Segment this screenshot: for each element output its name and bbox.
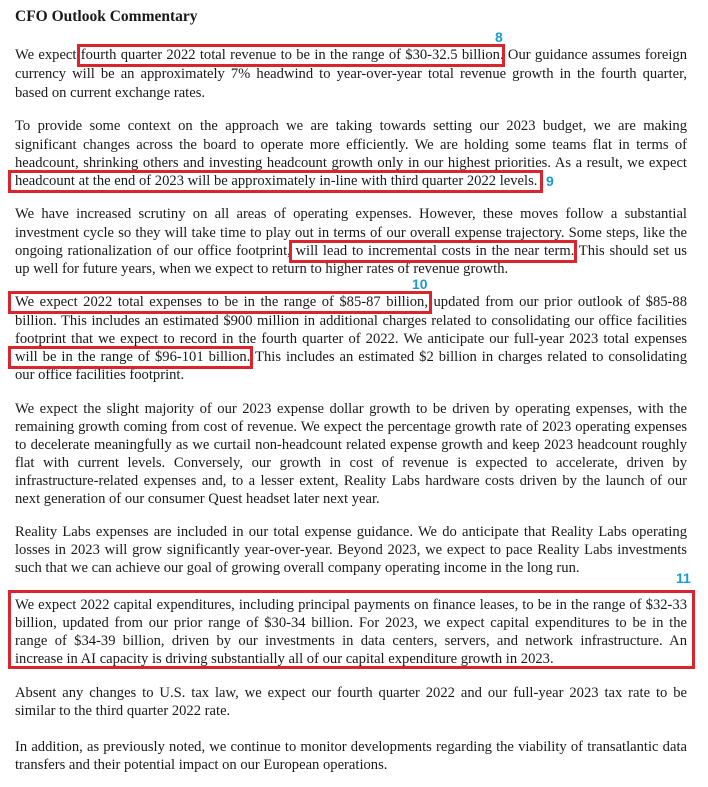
text-line: to decelerate meaningfully as we curtail non-headcount related expense growth and keep 2023 headcount roughly xyxy=(15,437,687,453)
text-line: next generation of our consumer Quest headset later next year. xyxy=(15,491,380,507)
text-line: In addition, as previously noted, we continue to monitor developments regarding the viability of transatlantic data xyxy=(15,739,687,755)
text-line: our office facilities footprint. xyxy=(15,367,185,383)
text-line: To provide some context on the approach we are taking towards setting our 2023 budget, we are making xyxy=(15,118,687,134)
text-line: such that we can achieve our goal of growing overall company operating income in the long run. xyxy=(15,560,580,576)
text-line: remaining growth coming from cost of revenue. We expect the percentage growth rate of 2023 operating expenses xyxy=(15,419,687,435)
text-line: transfers and their potential impact on our European operations. xyxy=(15,757,388,773)
annotation-number: 10 xyxy=(412,276,428,292)
text-line: We expect the slight majority of our 2023 expense dollar growth to be driven by operating expenses, with the xyxy=(15,401,687,417)
page-title: CFO Outlook Commentary xyxy=(15,8,198,25)
text-line: We expect 2022 total expenses to be in the range of $85-87 billion, updated from our prior outlook of $85-88 xyxy=(15,294,687,310)
text-line: based on current exchange rates. xyxy=(15,85,206,101)
text-line: footprint that we expect to record in the fourth quarter of 2022. We anticipate our full-year 2023 total expenses xyxy=(15,331,687,347)
text-line: Reality Labs expenses are included in our total expense guidance. We do anticipate that Reality Labs operating xyxy=(15,524,687,540)
text-line: headcount at the end of 2023 will be approximately in-line with third quarter 2022 levels. xyxy=(15,173,538,189)
text-line: flat with current levels. Conversely, our growth in cost of revenue is expected to accelerate, driven by xyxy=(15,455,687,471)
annotation-number: 8 xyxy=(495,29,503,45)
text-line: billion. This includes an estimated $900 million in additional charges related to consolidating our office facilities xyxy=(15,313,687,329)
text-line: increase in AI capacity is driving substantially all of our capital expenditure growth in 2023. xyxy=(15,651,554,667)
text-line: Absent any changes to U.S. tax law, we expect our fourth quarter 2022 and our full-year 2023 tax rate to be xyxy=(15,685,687,701)
text-line: investment cycle so they will take time to play out in terms of our overall expense trajectory. Some steps, like the xyxy=(15,225,687,241)
text-line: similar to the third quarter 2022 rate. xyxy=(15,703,231,719)
annotation-number: 9 xyxy=(546,173,554,189)
text-line: headcount, shrinking others and investing headcount growth only in our highest priorities. As a result, we expect xyxy=(15,155,687,171)
text-line: currency will be an approximately 7% headwind to year-over-year total revenue growth in the fourth quarter, xyxy=(15,66,687,82)
text-line: significant changes across the board to operate more efficiently. We are holding some teams flat in terms of xyxy=(15,137,687,153)
text-line: billion, updated from our prior range of $30-34 billion. For 2023, we expect capital expenditures to be in the xyxy=(15,615,687,631)
text-line: infrastructure-related expenses and, to a lesser extent, Reality Labs hardware costs driven by the launch of our xyxy=(15,473,687,489)
text-line: range of $34-39 billion, driven by our investments in data centers, servers, and network infrastructure. An xyxy=(15,633,687,649)
text-line: will be in the range of $96-101 billion. This includes an estimated $2 billion in charges related to consolidating xyxy=(15,349,687,365)
text-line: up well for future years, when we expect to return to higher rates of revenue growth. xyxy=(15,261,509,277)
text-line: We expect 2022 capital expenditures, including principal payments on finance leases, to be in the range of $32-33 xyxy=(15,597,687,613)
text-line: losses in 2023 will grow significantly year-over-year. Beyond 2023, we expect to pace Reality Labs investments xyxy=(15,542,687,558)
annotation-number: 11 xyxy=(676,570,691,586)
text-line: We have increased scrutiny on all areas of operating expenses. However, these moves follow a substantial xyxy=(15,206,687,222)
text-line: We expect fourth quarter 2022 total revenue to be in the range of $30-32.5 billion. Our guidance assumes foreign xyxy=(15,47,687,63)
text-line: ongoing rationalization of our office footprint, will lead to incremental costs in the near term. This should set us xyxy=(15,243,687,259)
